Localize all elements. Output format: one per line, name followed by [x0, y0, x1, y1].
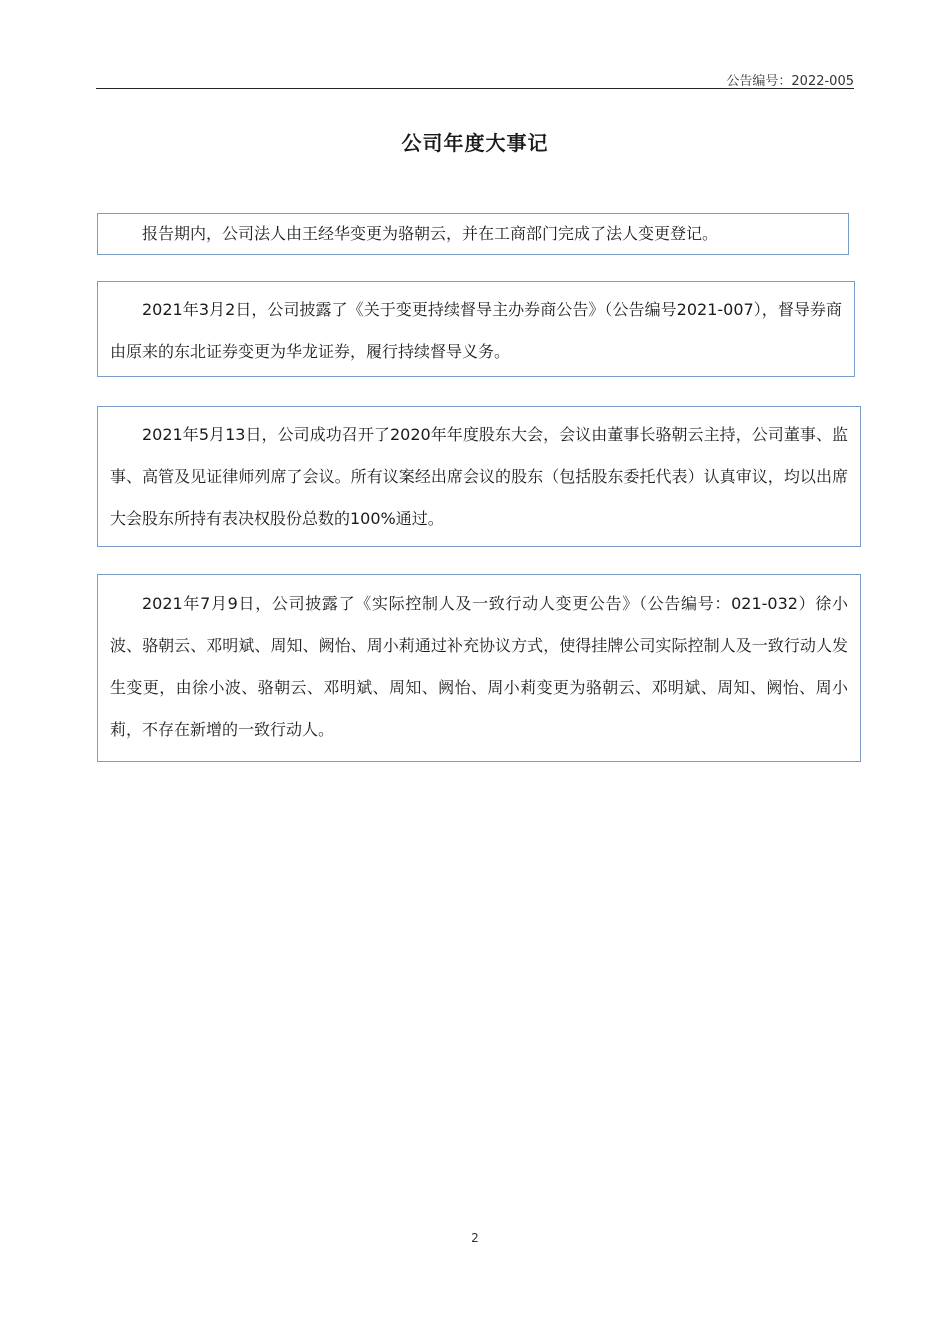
event-text: 报告期内，公司法人由王经华变更为骆朝云，并在工商部门完成了法人变更登记。: [142, 224, 719, 243]
event-text: 2021年7月9日，公司披露了《实际控制人及一致行动人变更公告》（公告编号：021-032）徐小波、骆朝云、邓明斌、周知、阙怡、周小莉通过补充协议方式，使得挂牌公司实际控制人及一致行动人发生变更，由徐小波、骆朝云、邓明斌、周知、阙怡、周小莉变更为骆朝云、邓明斌、周知、阙怡、周小莉，不存在新增的一致行动人。: [110, 594, 848, 739]
event-text: 2021年3月2日，公司披露了《关于变更持续督导主办券商公告》（公告编号2021-007），督导券商由原来的东北证券变更为华龙证券，履行持续督导义务。: [110, 300, 842, 361]
page-title: 公司年度大事记: [401, 131, 549, 155]
event-box-shareholder-meeting: [97, 406, 861, 547]
page-number: 2: [471, 1231, 479, 1245]
event-box-broker-change: [97, 281, 855, 377]
event-box-controller-change: [97, 574, 861, 762]
header-divider: [96, 88, 854, 89]
event-box-legal-rep-change: [97, 213, 849, 255]
announcement-number: 公告编号：2022-005: [726, 74, 854, 89]
event-text: 2021年5月13日，公司成功召开了2020年年度股东大会，会议由董事长骆朝云主持，公司董事、监事、高管及见证律师列席了会议。所有议案经出席会议的股东（包括股东委托代表）认真审议，均以出席大会股东所持有表决权股份总数的100%通过。: [110, 425, 848, 528]
